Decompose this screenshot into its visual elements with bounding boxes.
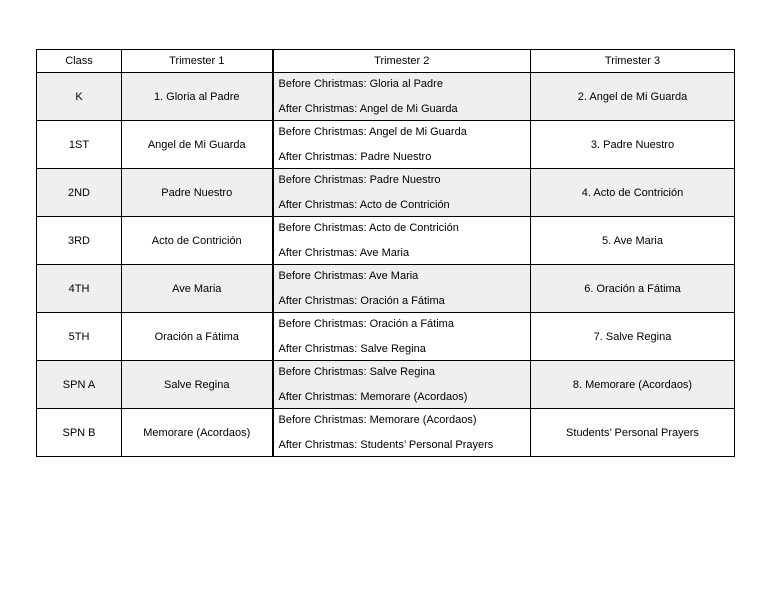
- header-class: Class: [37, 50, 122, 73]
- trimester-2-cell: [273, 313, 531, 361]
- table-row: [37, 361, 735, 409]
- trimester-2-cell: [273, 217, 531, 265]
- before-christmas-text: Before Christmas: Ave Maria: [278, 270, 419, 282]
- table-row: [37, 73, 735, 121]
- table-row: [37, 265, 735, 313]
- trimester-2-cell: [273, 73, 531, 121]
- trimester-1-cell: Acto de Contrición: [122, 217, 273, 265]
- trimester-3-cell: 6. Oración a Fátima: [531, 265, 735, 313]
- after-christmas-text: After Christmas: Oración a Fátima: [278, 295, 445, 307]
- trimester-2-cell: [273, 169, 531, 217]
- trimester-3-cell: 2. Angel de Mi Guarda: [531, 73, 735, 121]
- after-christmas-text: After Christmas: Salve Regina: [278, 343, 426, 355]
- class-cell: SPN B: [37, 409, 122, 457]
- class-cell: 4TH: [37, 265, 122, 313]
- trimester-2-cell: [273, 121, 531, 169]
- trimester-1-cell: Salve Regina: [122, 361, 273, 409]
- after-christmas-text: After Christmas: Memorare (Acordaos): [278, 391, 468, 403]
- trimester-2-cell: [273, 265, 531, 313]
- header-trimester-2: Trimester 2: [273, 50, 531, 73]
- after-christmas-text: After Christmas: Padre Nuestro: [278, 151, 432, 163]
- after-christmas-text: After Christmas: Students’ Personal Prayers: [278, 439, 494, 451]
- trimester-3-cell: 5. Ave Maria: [531, 217, 735, 265]
- before-christmas-text: Before Christmas: Angel de Mi Guarda: [278, 126, 467, 138]
- trimester-1-cell: Oración a Fátima: [122, 313, 273, 361]
- header-row: [37, 50, 735, 73]
- after-christmas-text: After Christmas: Acto de Contrición: [278, 199, 450, 211]
- trimester-2-cell: [273, 409, 531, 457]
- before-christmas-text: Before Christmas: Gloria al Padre: [278, 78, 443, 90]
- class-cell: 3RD: [37, 217, 122, 265]
- class-cell: 2ND: [37, 169, 122, 217]
- prayer-schedule-table: [36, 49, 735, 457]
- table-row: [37, 409, 735, 457]
- trimester-1-cell: Memorare (Acordaos): [122, 409, 273, 457]
- trimester-3-cell: Students’ Personal Prayers: [531, 409, 735, 457]
- after-christmas-text: After Christmas: Ave Maria: [278, 247, 410, 259]
- trimester-1-cell: 1. Gloria al Padre: [122, 73, 273, 121]
- trimester-1-cell: Ave Maria: [122, 265, 273, 313]
- class-cell: SPN A: [37, 361, 122, 409]
- trimester-1-cell: Padre Nuestro: [122, 169, 273, 217]
- before-christmas-text: Before Christmas: Padre Nuestro: [278, 174, 441, 186]
- table-row: [37, 169, 735, 217]
- header-trimester-1: Trimester 1: [122, 50, 273, 73]
- table-row: [37, 121, 735, 169]
- before-christmas-text: Before Christmas: Oración a Fátima: [278, 318, 454, 330]
- before-christmas-text: Before Christmas: Salve Regina: [278, 366, 436, 378]
- trimester-3-cell: 7. Salve Regina: [531, 313, 735, 361]
- class-cell: 1ST: [37, 121, 122, 169]
- trimester-1-cell: Angel de Mi Guarda: [122, 121, 273, 169]
- trimester-3-cell: 8. Memorare (Acordaos): [531, 361, 735, 409]
- after-christmas-text: After Christmas: Angel de Mi Guarda: [278, 103, 458, 115]
- table-row: [37, 217, 735, 265]
- class-cell: K: [37, 73, 122, 121]
- trimester-3-cell: 3. Padre Nuestro: [531, 121, 735, 169]
- table-row: [37, 313, 735, 361]
- trimester-2-cell: [273, 361, 531, 409]
- class-cell: 5TH: [37, 313, 122, 361]
- before-christmas-text: Before Christmas: Memorare (Acordaos): [278, 414, 477, 426]
- before-christmas-text: Before Christmas: Acto de Contrición: [278, 222, 459, 234]
- header-trimester-3: Trimester 3: [531, 50, 735, 73]
- trimester-3-cell: 4. Acto de Contrición: [531, 169, 735, 217]
